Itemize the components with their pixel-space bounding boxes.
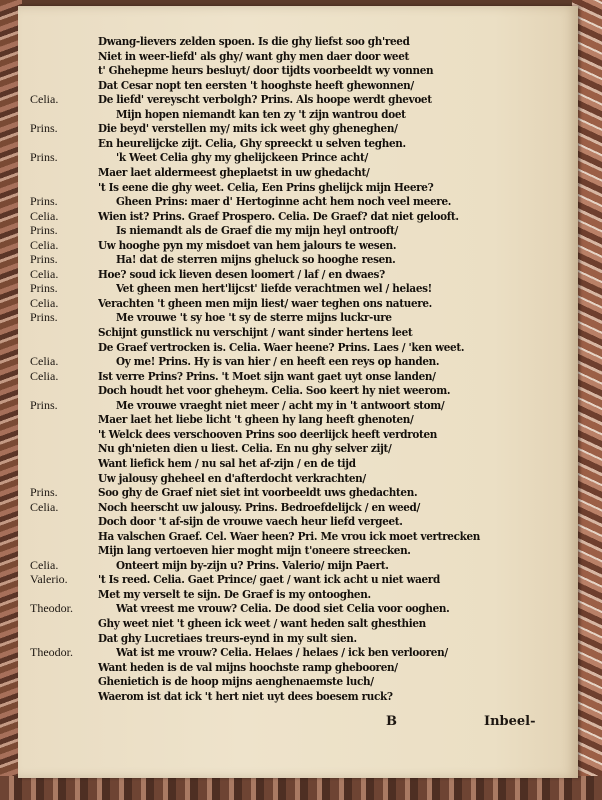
verse-text: Wat vreest me vrouw? Celia. De dood siet Celia voor ooghen. bbox=[116, 601, 450, 616]
dialogue-line bbox=[18, 514, 578, 529]
verse-text: Nu gh'nieten dien u liest. Celia. En nu ghy selver zijt/ bbox=[98, 441, 392, 456]
verse-text: Mijn lang vertoeven hier moght mijn t'oneere streecken. bbox=[98, 543, 411, 558]
verse-text: Die beyd' verstellen my/ mits ick weet ghy gheneghen/ bbox=[98, 121, 398, 136]
dialogue-line bbox=[18, 340, 578, 355]
dialogue-line bbox=[18, 209, 578, 224]
signature-mark: B bbox=[386, 714, 397, 729]
speaker-label: Celia. bbox=[30, 354, 59, 369]
verse-text: Dat Cesar nopt ten eersten 't hooghste heeft ghewonnen/ bbox=[98, 77, 414, 92]
speaker-label: Celia. bbox=[30, 208, 59, 223]
verse-text: Gheen Prins: maer d' Hertoginne acht hem noch veel meere. bbox=[116, 194, 452, 209]
dialogue-line bbox=[18, 674, 578, 689]
speaker-label: Prins. bbox=[30, 150, 58, 165]
verse-text: Ha valschen Graef. Cel. Waer heen? Pri. Me vrou ick moet vertrecken bbox=[98, 528, 481, 543]
speaker-label: Theodor. bbox=[30, 601, 73, 616]
dialogue-line bbox=[18, 180, 578, 195]
dialogue-line bbox=[18, 136, 578, 151]
catchword: Inbeel- bbox=[484, 714, 536, 729]
verse-text: Soo ghy de Graef niet siet int voorbeeldt uws ghedachten. bbox=[98, 485, 418, 500]
dialogue-line bbox=[18, 63, 578, 78]
dialogue-line bbox=[18, 150, 578, 165]
verse-text: Ha! dat de sterren mijns gheluck so hooghe resen. bbox=[116, 252, 396, 267]
book-edge-bottom bbox=[0, 776, 602, 800]
speaker-label: Prins. bbox=[30, 121, 58, 136]
dialogue-line bbox=[18, 558, 578, 573]
dialogue-line bbox=[18, 529, 578, 544]
dialogue-line bbox=[18, 601, 578, 616]
dialogue-line bbox=[18, 543, 578, 558]
dialogue-line bbox=[18, 616, 578, 631]
dialogue-line bbox=[18, 369, 578, 384]
dialogue-line bbox=[18, 500, 578, 515]
dialogue-line bbox=[18, 92, 578, 107]
verse-text: Schijnt gunstlick nu verschijnt / want sinder hertens leet bbox=[98, 325, 413, 339]
verse-text: Noch heerscht uw jalousy. Prins. Bedroefdelijck / en weed/ bbox=[98, 499, 420, 514]
dialogue-line bbox=[18, 252, 578, 267]
speaker-label: Celia. bbox=[30, 499, 59, 514]
speaker-label: Prins. bbox=[30, 223, 58, 238]
verse-text: Me vrouwe vraeght niet meer / acht my in 't antwoort stom/ bbox=[116, 397, 445, 412]
dialogue-line bbox=[18, 267, 578, 282]
book-page bbox=[18, 6, 578, 778]
verse-text: 't Is reed. Celia. Gaet Prince/ gaet / want ick acht u niet waerd bbox=[98, 572, 440, 587]
verse-text: De liefd' vereyscht verbolgh? Prins. Als hoope werdt ghevoet bbox=[98, 92, 432, 107]
verse-text: Want heden is de val mijns hoochste ramp ghebooren/ bbox=[98, 659, 398, 674]
verse-text: Is niemandt als de Graef die my mijn heyl ontrooft/ bbox=[116, 223, 399, 238]
dialogue-line bbox=[18, 427, 578, 442]
verse-text: Dwang-lievers zelden spoen. Is die ghy liefst soo gh'reed bbox=[98, 34, 410, 48]
speaker-label: Prins. bbox=[30, 194, 58, 209]
dialogue-line bbox=[18, 587, 578, 602]
speaker-label: Theodor. bbox=[30, 645, 73, 660]
dialogue-line bbox=[18, 310, 578, 325]
dialogue-line bbox=[18, 296, 578, 311]
dialogue-line bbox=[18, 441, 578, 456]
dialogue-line bbox=[18, 194, 578, 209]
verse-text: Oy me! Prins. Hy is van hier / en heeft een reys op handen. bbox=[116, 354, 440, 369]
verse-text: Ghy weet niet 't gheen ick weet / want heden salt ghesthien bbox=[98, 616, 426, 630]
speaker-label: Celia. bbox=[30, 237, 59, 252]
dialogue-line bbox=[18, 660, 578, 675]
verse-text: Verachten 't gheen men mijn liest/ waer teghen ons natuere. bbox=[98, 295, 432, 310]
dialogue-line bbox=[18, 471, 578, 486]
verse-text: Wat ist me vrouw? Celia. Helaes / helaes / ick ben verlooren/ bbox=[116, 645, 448, 660]
verse-text: Doch houdt het voor gheheym. Celia. Soo keert hy niet weerom. bbox=[98, 383, 451, 398]
verse-text: 'k Weet Celia ghy my ghelijckeen Prince acht/ bbox=[116, 150, 368, 165]
dialogue-line bbox=[18, 645, 578, 660]
dialogue-line bbox=[18, 485, 578, 500]
verse-text: Doch door 't af-sijn de vrouwe vaech heur liefd vergeet. bbox=[98, 514, 403, 529]
verse-text: Onteert mijn by-zijn u? Prins. Valerio/ mijn Paert. bbox=[116, 557, 389, 572]
verse-text: 't Is eene die ghy weet. Celia, Een Prins ghelijck mijn Heere? bbox=[98, 179, 434, 194]
verse-text: Maer laet het liebe licht 't gheen hy lang heeft ghenoten/ bbox=[98, 412, 414, 427]
speaker-label: Prins. bbox=[30, 252, 58, 267]
verse-text: Maer laet aldermeest gheplaetst in uw ghedacht/ bbox=[98, 164, 370, 179]
verse-text: Dat ghy Lucretiaes treurs-eynd in my sult sien. bbox=[98, 630, 357, 645]
verse-text: Uw jalousy gheheel en d'afterdocht verkrachten/ bbox=[98, 470, 366, 485]
verse-text: Me vrouwe 't sy hoe 't sy de sterre mijns luckr-ure bbox=[116, 310, 392, 325]
dialogue-line bbox=[18, 238, 578, 253]
speaker-label: Prins. bbox=[30, 310, 58, 325]
dialogue-line bbox=[18, 572, 578, 587]
speaker-label: Valerio. bbox=[30, 572, 68, 587]
verse-text: En heurelijcke zijt. Celia, Ghy spreeckt u selven teghen. bbox=[98, 135, 406, 150]
dialogue-line bbox=[18, 78, 578, 93]
verse-text: Hoe? soud ick lieven desen loomert / laf / en dwaes? bbox=[98, 266, 385, 281]
dialogue-line bbox=[18, 354, 578, 369]
dialogue-line bbox=[18, 325, 578, 340]
dialogue-line bbox=[18, 107, 578, 122]
verse-text: Want liefick hem / nu sal het af-zijn / en de tijd bbox=[98, 455, 356, 470]
verse-text: Niet in weer-liefd' als ghy/ want ghy men daer door weet bbox=[98, 48, 409, 63]
speaker-label: Celia. bbox=[30, 368, 59, 383]
speaker-label: Prins. bbox=[30, 485, 58, 500]
dialogue-line bbox=[18, 689, 578, 704]
speaker-label: Celia. bbox=[30, 557, 59, 572]
dialogue-line bbox=[18, 281, 578, 296]
speaker-label: Celia. bbox=[30, 295, 59, 310]
verse-text: Mijn hopen niemandt kan ten zy 't zijn wantrou doet bbox=[116, 106, 406, 121]
verse-text: 't Welck dees verschooven Prins soo deerlijck heeft verdroten bbox=[98, 426, 437, 441]
verse-text: t' Ghehepme heurs besluyt/ door tijdts voorbeeldt wy vonnen bbox=[98, 63, 434, 78]
verse-text: Ghenietich is de hoop mijns aenghenaemste luch/ bbox=[98, 674, 374, 689]
verse-text: Wien ist? Prins. Graef Prospero. Celia. De Graef? dat niet gelooft. bbox=[98, 208, 459, 223]
verse-text: De Graef vertrocken is. Celia. Waer heene? Prins. Laes / 'ken weet. bbox=[98, 339, 465, 354]
dialogue-line bbox=[18, 398, 578, 413]
dialogue-line bbox=[18, 456, 578, 471]
dialogue-line bbox=[18, 34, 578, 49]
verse-text: Uw hooghe pyn my misdoet van hem jalours te wesen. bbox=[98, 237, 397, 252]
dialogue-line bbox=[18, 165, 578, 180]
dialogue-line bbox=[18, 49, 578, 64]
dialogue-line bbox=[18, 121, 578, 136]
dialogue-line bbox=[18, 223, 578, 238]
dialogue-line bbox=[18, 631, 578, 646]
speaker-label: Celia. bbox=[30, 266, 59, 281]
speaker-label: Prins. bbox=[30, 281, 58, 296]
verse-text: Ist verre Prins? Prins. 't Moet sijn want gaet uyt onse landen/ bbox=[98, 368, 436, 383]
verse-text: Vet gheen men hert'lijcst' liefde verachtmen wel / helaes! bbox=[116, 281, 432, 296]
verse-text: Met my verselt te sijn. De Graef is my ontooghen. bbox=[98, 586, 371, 601]
speaker-label: Celia. bbox=[30, 92, 59, 107]
dialogue-line bbox=[18, 412, 578, 427]
speaker-label: Prins. bbox=[30, 397, 58, 412]
verse-text: Waerom ist dat ick 't hert niet uyt dees boesem ruck? bbox=[98, 688, 393, 703]
dialogue-line bbox=[18, 383, 578, 398]
